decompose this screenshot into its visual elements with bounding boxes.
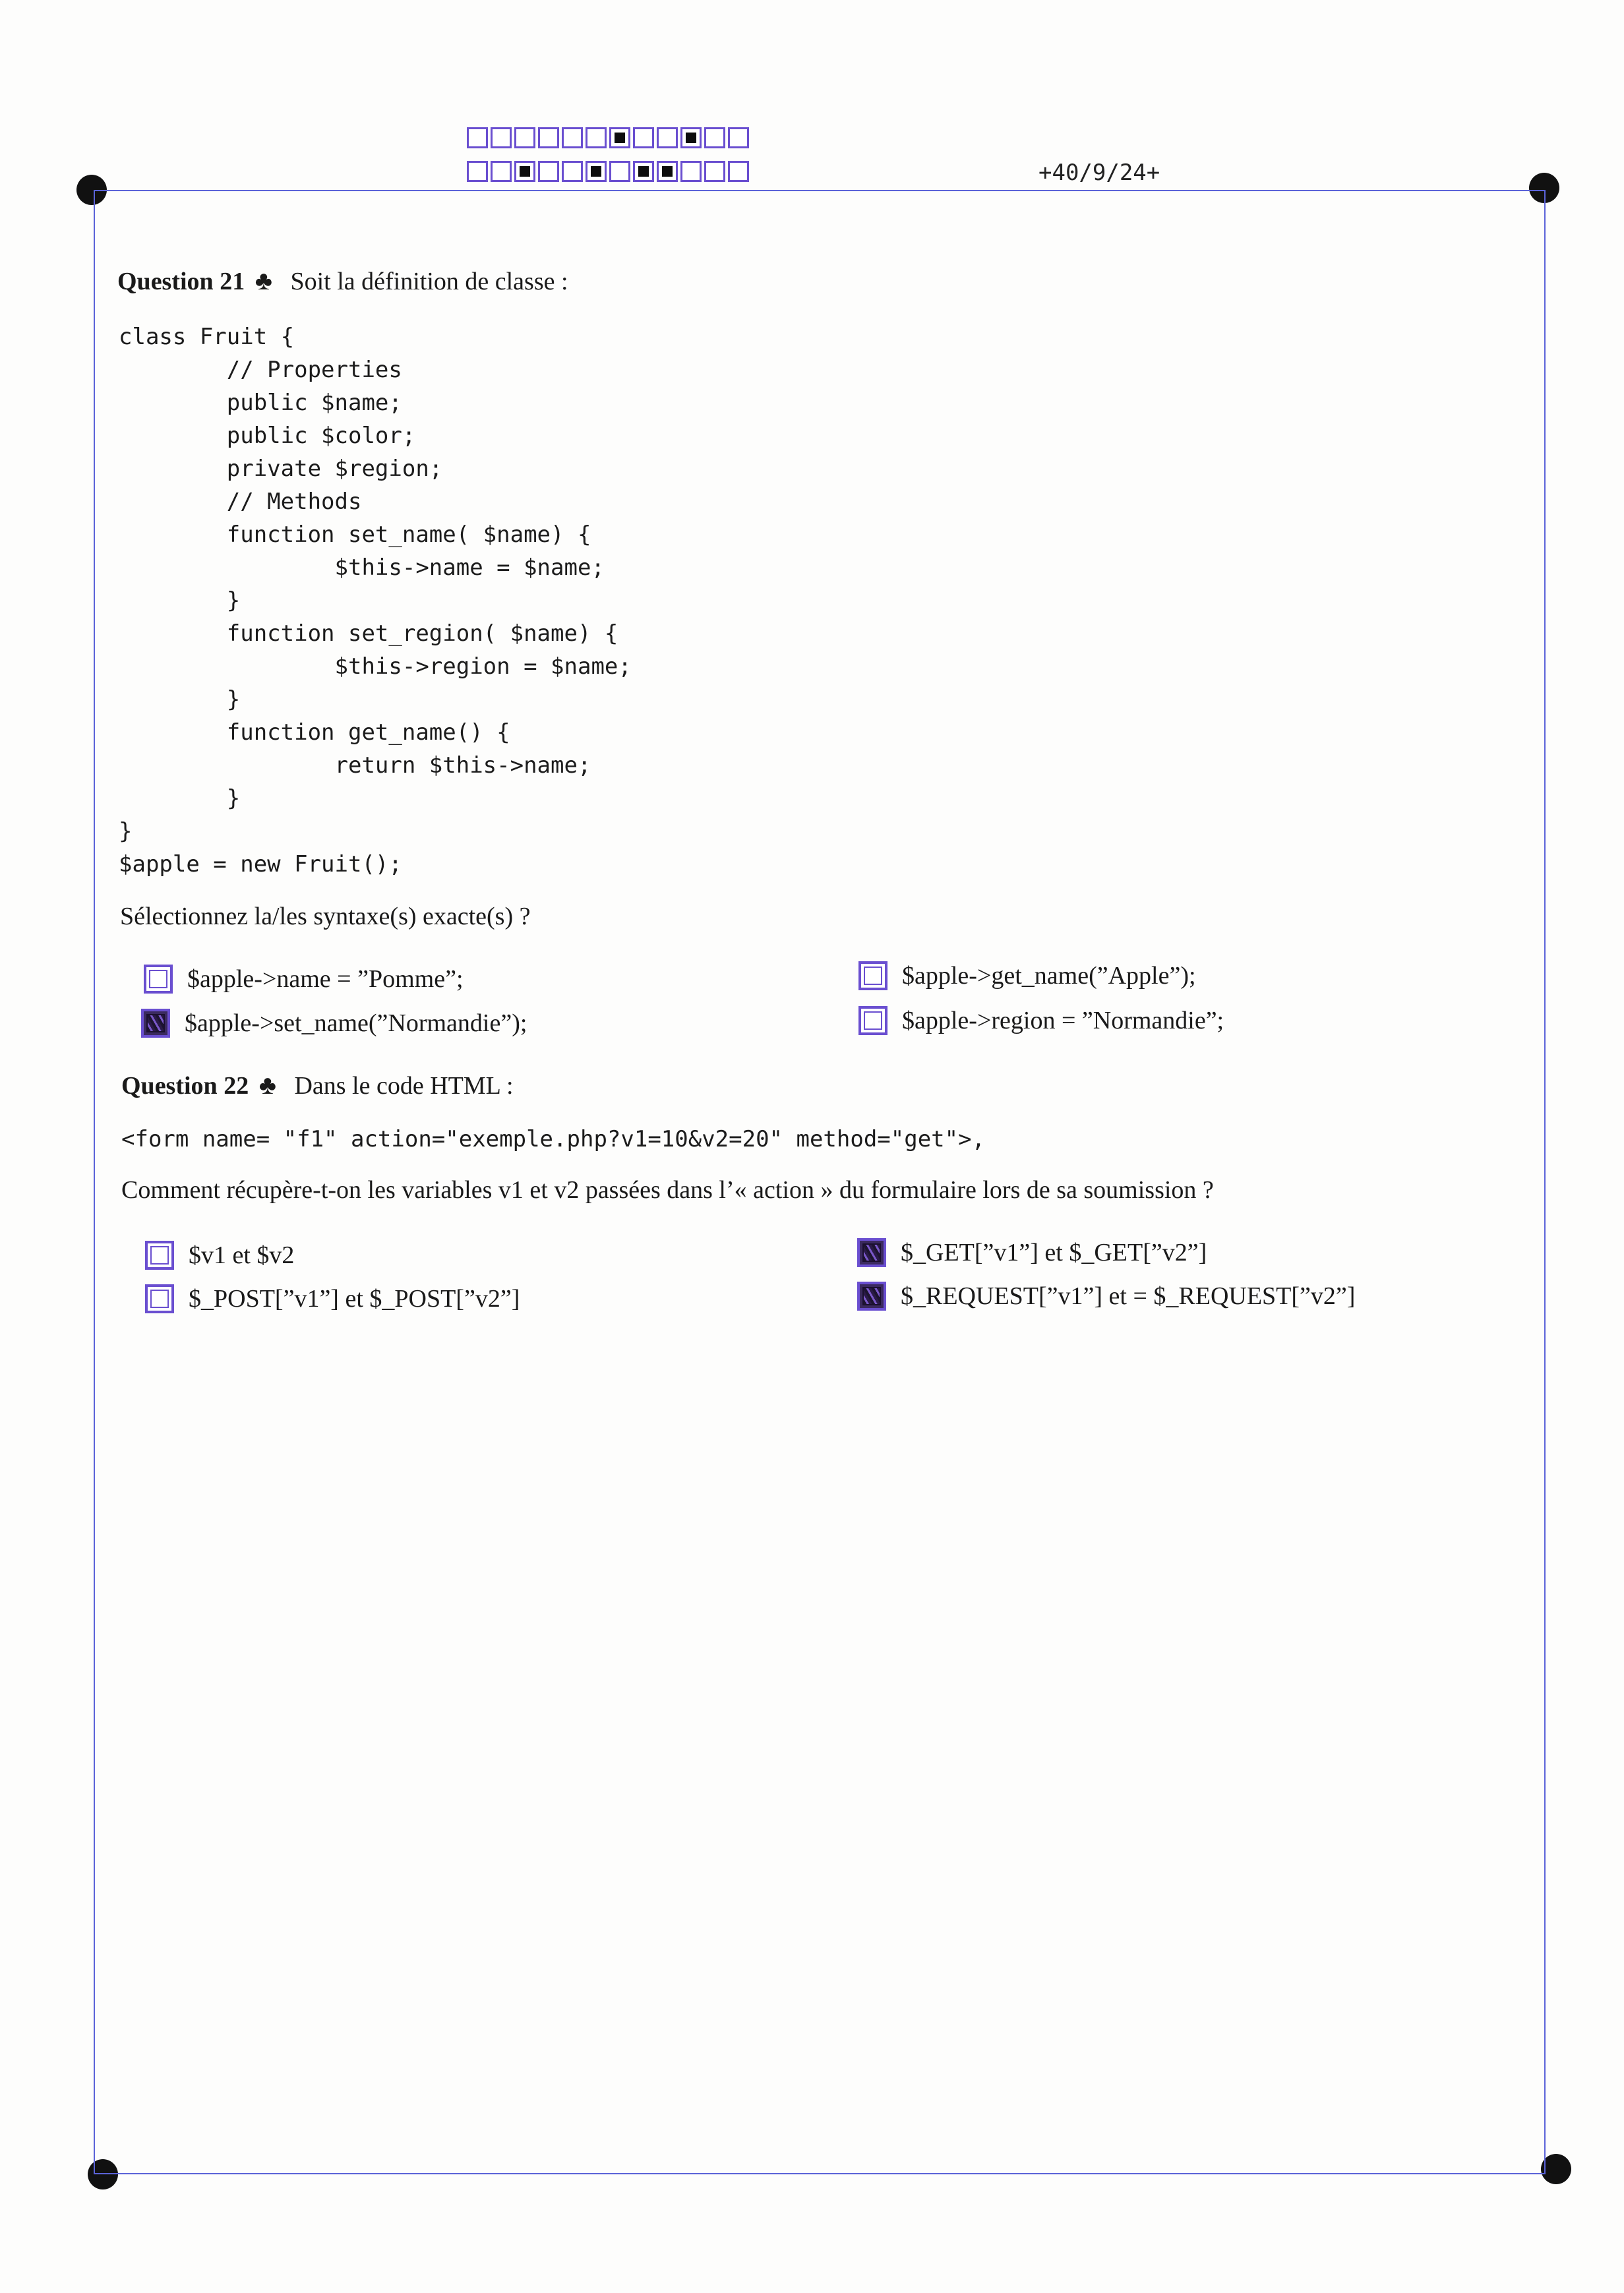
question-21-header: [117, 265, 568, 296]
barcode-cell: [680, 161, 702, 182]
barcode-cell: [562, 161, 583, 182]
option-label: $_REQUEST[”v1”] et = $_REQUEST[”v2”]: [901, 1282, 1356, 1310]
page-identifier: +40/9/24+: [1038, 160, 1160, 186]
question-22-prompt: Comment récupère-t-on les variables v1 et v2 passées dans l’« action » du formulaire lors de sa soumission ?: [121, 1176, 1214, 1204]
barcode-cell: [467, 127, 488, 148]
checkbox[interactable]: [141, 1009, 170, 1038]
barcode-cell: [514, 161, 535, 182]
code-block-html-form: <form name= "f1" action="exemple.php?v1=10&v2=20" method="get">,: [121, 1126, 986, 1152]
option-label: $apple->set_name(”Normandie”);: [185, 1009, 527, 1037]
option-label: $apple->name = ”Pomme”;: [187, 965, 464, 993]
answer-option[interactable]: [144, 965, 464, 994]
code-block-fruit-class: class Fruit { // Properties public $name; public $color; private $region; // Methods function set_name( $name) { $this->name = $name; } function set_region( $name) { $this->region = $name; } function get_name() { return $this->name; } } $apple = new Fruit();: [119, 324, 632, 878]
barcode-cell: [586, 127, 607, 148]
question-21-prompt: Sélectionnez la/les syntaxe(s) exacte(s) ?: [120, 903, 531, 930]
option-label: $_POST[”v1”] et $_POST[”v2”]: [189, 1285, 520, 1313]
answer-option[interactable]: [145, 1284, 520, 1313]
barcode-cell: [704, 161, 725, 182]
answer-option[interactable]: [858, 961, 1196, 990]
option-label: $apple->get_name(”Apple”);: [902, 962, 1196, 990]
option-label: $apple->region = ”Normandie”;: [902, 1007, 1224, 1034]
checkbox[interactable]: [144, 965, 173, 994]
barcode-cell: [467, 161, 488, 182]
barcode-cell: [633, 127, 654, 148]
checkbox[interactable]: [857, 1238, 886, 1267]
checkbox[interactable]: [145, 1241, 174, 1270]
question-22-header: [121, 1069, 514, 1100]
option-label: $_GET[”v1”] et $_GET[”v2”]: [901, 1239, 1207, 1266]
barcode-cell: [680, 127, 702, 148]
id-barcode-bottom: [467, 161, 752, 182]
barcode-cell: [728, 161, 749, 182]
barcode-cell: [538, 127, 559, 148]
barcode-cell: [538, 161, 559, 182]
barcode-cell: [514, 127, 535, 148]
barcode-cell: [609, 161, 630, 182]
club-icon: ♣: [258, 1070, 276, 1100]
barcode-cell: [728, 127, 749, 148]
answer-option[interactable]: [857, 1282, 1355, 1311]
answer-option[interactable]: [857, 1238, 1207, 1267]
option-label: $v1 et $v2: [189, 1241, 295, 1269]
barcode-cell: [633, 161, 654, 182]
barcode-cell: [657, 161, 678, 182]
question-intro: Soit la définition de classe :: [290, 268, 568, 295]
barcode-cell: [586, 161, 607, 182]
question-intro: Dans le code HTML :: [294, 1072, 514, 1100]
barcode-cell: [704, 127, 725, 148]
checkbox[interactable]: [145, 1284, 174, 1313]
barcode-cell: [562, 127, 583, 148]
barcode-cell: [657, 127, 678, 148]
answer-option[interactable]: [145, 1241, 294, 1270]
barcode-cell: [609, 127, 630, 148]
id-barcode-top: [467, 127, 752, 148]
answer-option[interactable]: [858, 1006, 1224, 1035]
checkbox[interactable]: [858, 1006, 887, 1035]
answer-option[interactable]: [141, 1009, 527, 1038]
question-number: Question 21: [117, 268, 245, 295]
question-number: Question 22: [121, 1072, 249, 1100]
barcode-cell: [491, 161, 512, 182]
barcode-cell: [491, 127, 512, 148]
checkbox[interactable]: [857, 1282, 886, 1311]
checkbox[interactable]: [858, 961, 887, 990]
club-icon: ♣: [255, 266, 272, 295]
